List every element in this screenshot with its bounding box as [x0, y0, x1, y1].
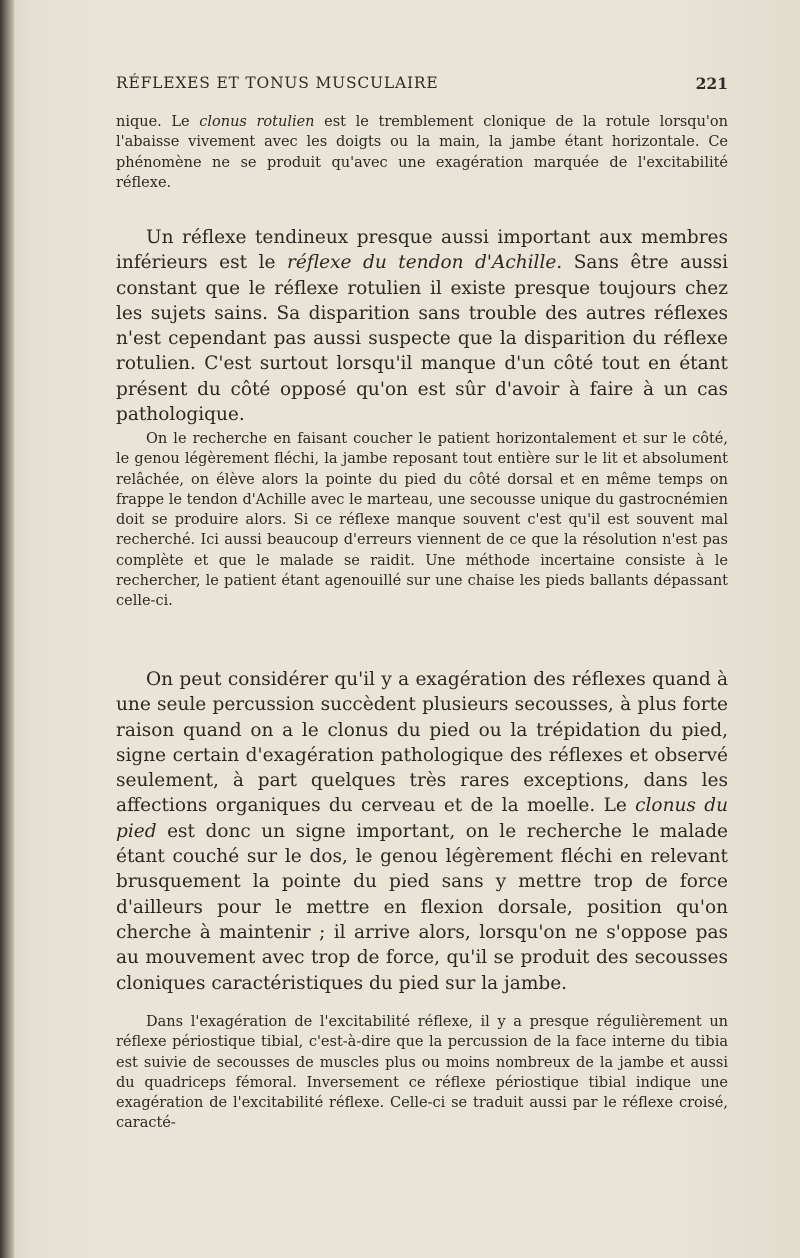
running-head-title: RÉFLEXES ET TONUS MUSCULAIRE	[116, 74, 439, 92]
paragraph-achilles-reflex	[116, 225, 728, 427]
italic-term: clonus du pied	[116, 795, 728, 842]
page-number: 221	[695, 74, 728, 93]
paragraph-clonus-rotulien	[116, 112, 728, 193]
italic-term: réflexe du tendon d'Achille.	[286, 252, 563, 274]
paragraph-reflex-exaggeration	[116, 667, 728, 996]
paragraph-text: est donc un signe important, on le recherche le malade étant couché sur le dos, le genou légèrement fléchi en relevant brusquement la pointe du pied sans y mettre trop de force d'ailleurs pour le mettre en flexion dorsale, position qu'on cherche à maintenir ; il arrive alors, lorsqu'on ne s'oppose pas au mouvement avec trop de force, qu'il se produit des secousses cloniques caractéristiques du pied sur la jambe.	[116, 820, 728, 994]
paragraph-text: Sans être aussi constant que le réflexe rotulien il existe presque toujours chez les sujets sains. Sa disparition sans trouble des autres réflexes n'est cependant pas aussi suspecte que la disparition du réflexe rotulien. C'est surtout lorsqu'il manque d'un côté tout en étant présent du côté opposé qu'on est sûr d'avoir à faire à un cas pathologique.	[116, 252, 728, 426]
paragraph-text: On peut considérer qu'il y a exagération des réflexes quand à une seule percussion succèdent plusieurs secousses, à plus forte raison quand on a le clonus du pied ou la trépidation du pied, signe certain d'exagération pathologique des réflexes et observé seulement, à part quelques très rares exceptions, dans les affections organiques du cerveau et de la moelle. Le	[116, 669, 728, 817]
paragraph-text: est le tremblement clonique de la rotule lorsqu'on l'abaisse vivement avec les doigts ou la main, la jambe étant horizontale. Ce phénomène ne se produit qu'avec une exagération marquée de l'excitabilité réflexe.	[116, 114, 728, 191]
paragraph-tibial-reflex: Dans l'exagération de l'excitabilité réflexe, il y a presque régulièrement un réflexe périostique tibial, c'est-à-dire que la percussion de la face interne du tibia est suivie de secousses de muscles plus ou moins nombreux de la jambe et aussi du quadriceps fémoral. Inversement ce réflexe périostique tibial indique une exagération de l'excitabilité réflexe. Celle-ci se traduit aussi par le réflexe croisé, caracté-	[116, 1014, 728, 1132]
italic-term: clonus rotulien	[199, 114, 315, 130]
running-head	[116, 74, 728, 93]
page-binding-edge	[0, 0, 14, 1258]
paragraph-achilles-method: On le recherche en faisant coucher le patient horizontalement et sur le côté, le genou légèrement fléchi, la jambe reposant tout entière sur le lit et absolument relâchée, on élève alors la pointe du pied du côté dorsal et en même temps on frappe le tendon d'Achille avec le marteau, une secousse unique du gastrocnémien doit se produire alors. Si ce réflexe manque souvent c'est qu'il est souvent mal recherché. Ici aussi beaucoup d'erreurs viennent de ce que la résolution n'est pas complète et que le malade se raidit. Une méthode incertaine consiste à le rechercher, le patient étant agenouillé sur une chaise les pieds ballants dépassant celle-ci.	[116, 431, 728, 610]
paragraph-text: Un réflexe tendineux presque aussi important aux membres inférieurs est le	[116, 227, 728, 274]
paragraph-text: nique. Le	[116, 114, 200, 130]
